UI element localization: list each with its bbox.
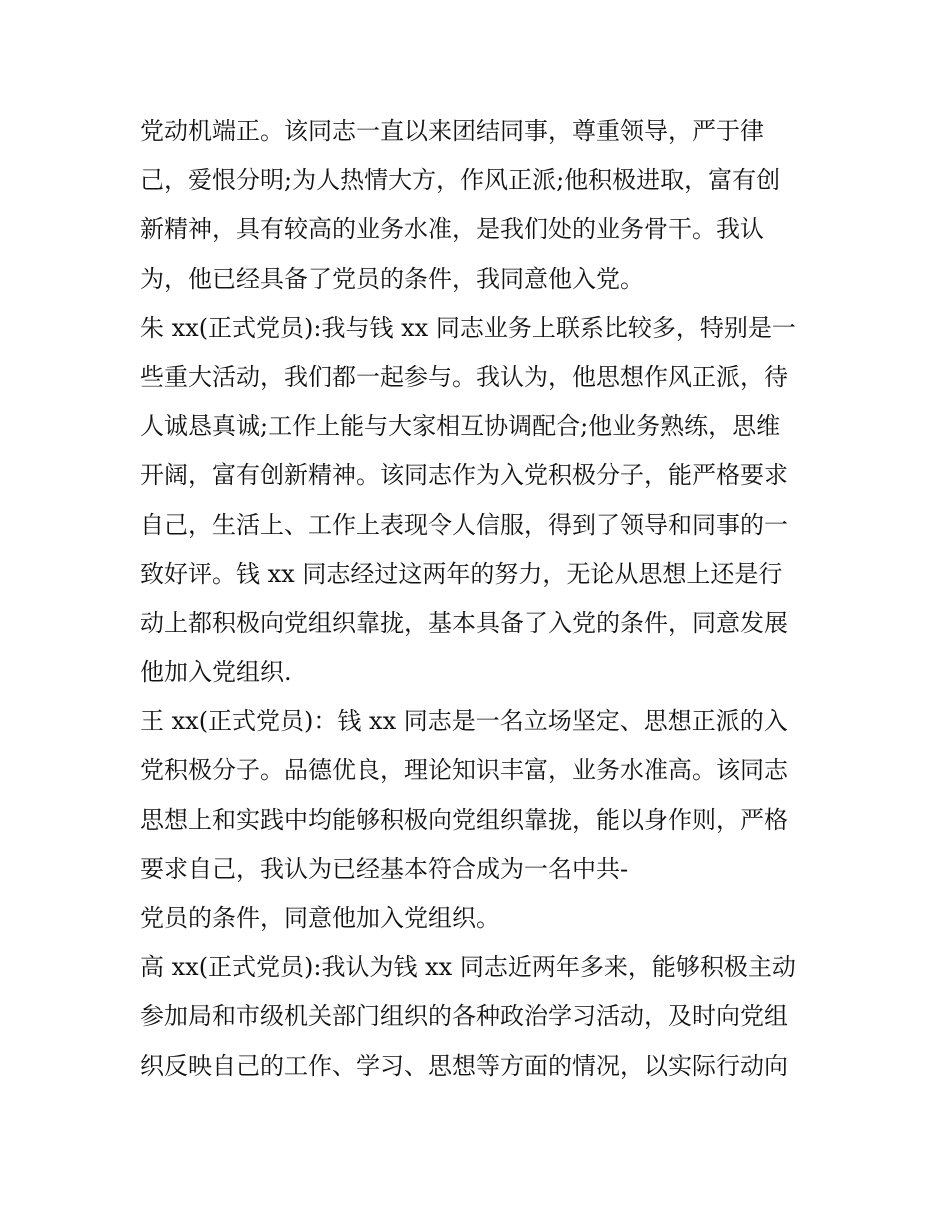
text-line: 要求自己，我认为已经基本符合成为一名中共- <box>140 854 629 883</box>
text-line: 自己，生活上、工作上表现令人信服，得到了领导和同事的一 <box>140 510 788 539</box>
text-line: 织反映自己的工作、学习、思想等方面的情况，以实际行动向 <box>140 1051 788 1080</box>
text-line: 王 xx(正式党员)：钱 xx 同志是一名立场坚定、思想正派的入 <box>140 707 788 736</box>
text-line: 党动机端正。该同志一直以来团结同事，尊重领导，严于律 <box>140 117 764 145</box>
text-line: 些重大活动，我们都一起参与。我认为，他思想作风正派，待 <box>140 362 788 391</box>
text-line: 己，爱恨分明;为人热情大方，作风正派;他积极进取，富有创 <box>140 166 781 195</box>
text-line: 人诚恳真诚;工作上能与大家相互协调配合;他业务熟练，思维 <box>140 412 781 441</box>
text-line: 致好评。钱 xx 同志经过这两年的努力，无论从思想上还是行 <box>140 559 783 588</box>
text-line: 新精神，具有较高的业务水准，是我们处的业务骨干。我认 <box>140 215 764 244</box>
document-body <box>140 107 830 1091</box>
text-line: 朱 xx(正式党员):我与钱 xx 同志业务上联系比较多，特别是一 <box>140 313 796 342</box>
text-line: 参加局和市级机关部门组织的各种政治学习活动，及时向党组 <box>140 1002 788 1031</box>
text-line: 党员的条件，同意他加入党组织。 <box>140 904 500 932</box>
text-line: 他加入党组织. <box>140 658 292 687</box>
text-line: 为，他已经具备了党员的条件，我同意他入党。 <box>140 264 644 293</box>
text-line: 党积极分子。品德优良，理论知识丰富，业务水准高。该同志 <box>140 756 788 785</box>
text-line: 动上都积极向党组织靠拢，基本具备了入党的条件，同意发展 <box>140 608 788 637</box>
text-line: 开阔，富有创新精神。该同志作为入党积极分子，能严格要求 <box>140 461 788 490</box>
text-line: 思想上和实践中均能够积极向党组织靠拢，能以身作则，严格 <box>140 805 788 834</box>
text-line: 高 xx(正式党员):我认为钱 xx 同志近两年多来，能够积极主动 <box>140 953 796 982</box>
